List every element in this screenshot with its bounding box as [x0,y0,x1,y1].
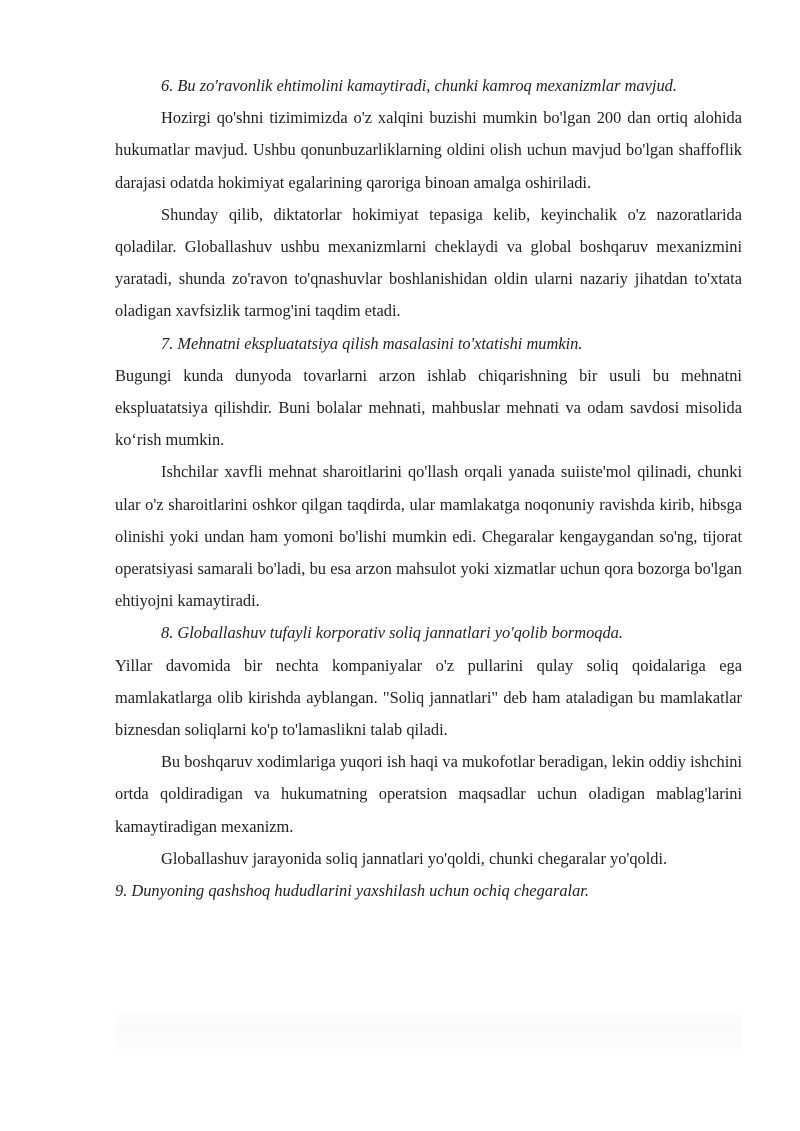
body-paragraph-workers: Ishchilar xavfli mehnat sharoitlarini qo'llash orqali yanada suiiste'mol qilinadi, chunki ular o'z sharoitlarini oshkor qilgan taqdirda, ular mamlakatga noqonuniy ravishda kirib, hibsga olinishi yoki undan ham yomoni bo'lishi mumkin edi. Chegaralar kengaygandan so'ng, tijorat operatsiyasi samarali bo'ladi, bu esa arzon mahsulot yoki xizmatlar uchun qora bozorga bo'lgan ehtiyojni kamaytiradi. [115,462,742,611]
heading-point-8: 8. Globallashuv tufayli korporativ soliq jannatlari yo'qolib bormoqda. [161,623,623,643]
body-paragraph-dictators: Shunday qilib, diktatorlar hokimiyat tepasiga kelib, keyinchalik o'z nazoratlarida qoladilar. Globallashuv ushbu mexanizmlarni cheklaydi va global boshqaruv mexanizmini yaratadi, shunda zo'ravon to'qnashuvlar boshlanishidan oldin ularni nazariy jihatdan to'xtata oladigan xavfsizlik tarmog'ini taqdim etadi. [115,204,742,321]
heading-point-9: 9. Dunyoning qashshoq hududlarini yaxshilash uchun ochiq chegaralar. [115,881,589,901]
body-paragraph-borders-disappeared: Globallashuv jarayonida soliq jannatlari yo'qoldi, chunki chegaralar yo'qoldi. [161,848,668,868]
body-paragraph-governments: Hozirgi qo'shni tizimimizda o'z xalqini buzishi mumkin bo'lgan 200 dan ortiq alohida hukumatlar mavjud. Ushbu qonunbuzarliklarning oldini olish uchun mavjud bo'lgan shaffoflik darajasi odatda hokimiyat egalarining qaroriga binoan amalga oshiriladi. [115,108,742,192]
body-paragraph-tax-havens: Yillar davomida bir nechta kompaniyalar o'z pullarini qulay soliq qoidalariga ega mamlakatlarga olib kirishda ayblangan. "Soliq jannatlari" deb ham ataladigan bu mamlakatlar biznesdan soliqlarni ko'p to'lamaslikni talab qiladi. [115,655,742,740]
body-paragraph-labor-exploitation: Bugungi kunda dunyoda tovarlarni arzon ishlab chiqarishning bir usuli bu mehnatni ekspluatatsiya qilishdir. Buni bolalar mehnati, mahbuslar mehnati va odam savdosi misolida ko‘rish mumkin. [115,365,742,450]
page-footer-area [115,1012,742,1050]
body-paragraph-management: Bu boshqaruv xodimlariga yuqori ish haqi va mukofotlar beradigan, lekin oddiy ishchini ortda qoldiradigan va hukumatning operatsion maqsadlar uchun oladigan mablag'larini kamaytiradigan mexanizm. [115,752,742,836]
document-page [115,70,742,907]
heading-point-7: 7. Mehnatni ekspluatatsiya qilish masalasini to'xtatishi mumkin. [161,333,583,353]
heading-point-6: 6. Bu zo'ravonlik ehtimolini kamaytiradi, chunki kamroq mexanizmlar mavjud. [161,76,677,95]
